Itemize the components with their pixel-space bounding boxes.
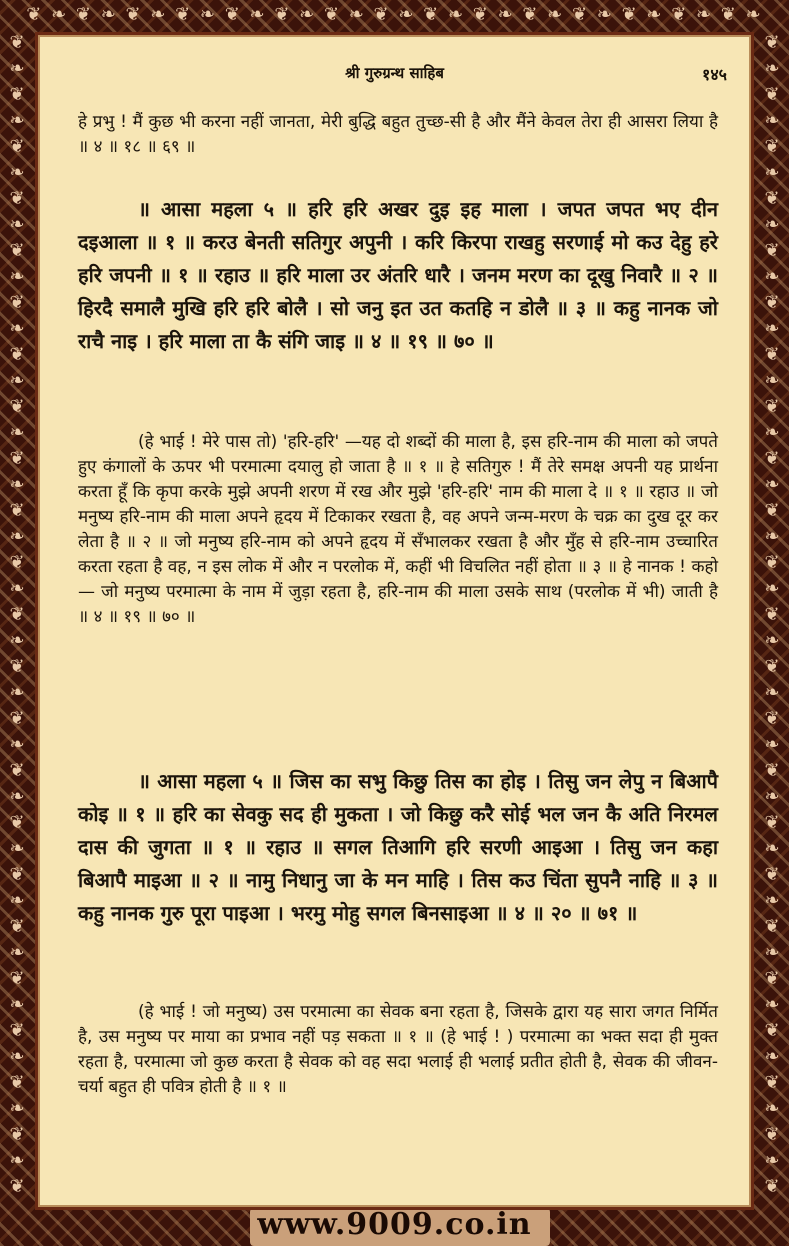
frame-ornament-left: ❦ ❧ ❦ ❧ ❦ ❧ ❦ ❧ ❦ ❧ ❦ ❧ ❦ ❧ ❦ ❧ ❦ ❧ ❦ ❧ ❦ ❧ ❦ ❧ ❦ ❧ ❦ ❧ ❦ ❧ ❦ ❧ ❦ ❧ ❦ ❧ ❦ ❧ ❦ ❧ ❦ ❧ ❦ ❧ ❦ bbox=[9, 32, 25, 1197]
explanation-second: (हे भाई ! जो मनुष्य) उस परमात्मा का सेवक बना रहता है, जिसके द्वारा यह सारा जगत निर्मित है, उस मनुष्य पर माया का प्रभाव नहीं पड़ सकता ॥ १ ॥ (हे भाई ! ) परमात्मा का भक्त सदा ही मुक्त रहता है, परमात्मा जो कुछ करता है सेवक को वह सदा भलाई ही भलाई प्रतीत होती है, सेवक की जीवन-चर्या बहुत ही पवित्र होती है ॥ १ ॥ bbox=[78, 1002, 718, 1097]
verse-asa-mahla-5-second: ॥ आसा महला ५ ॥ जिस का सभु किछु तिस का होइ । तिसु जन लेपु न बिआपै कोइ ॥ १ ॥ हरि का सेवकु सद ही मुकता । जो किछु करै सोई भल जन कै अति निरमल दास की जुगता ॥ १ ॥ रहाउ ॥ सगल तिआगि हरि सरणी आइआ । तिसु जन कहा बिआपै माइआ ॥ २ ॥ नामु निधानु जा के मन माहि । तिस कउ चिंता सुपनै नाहि ॥ ३ ॥ कहु नानक गुरु पूरा पाइआ । भरमु मोहु सगल बिनसाइआ ॥ ४ ॥ २० ॥ ७१ ॥ bbox=[78, 769, 718, 925]
frame-ornament-right: ❦ ❧ ❦ ❧ ❦ ❧ ❦ ❧ ❦ ❧ ❦ ❧ ❦ ❧ ❦ ❧ ❦ ❧ ❦ ❧ ❦ ❧ ❦ ❧ ❦ ❧ ❦ ❧ ❦ ❧ ❦ ❧ ❦ ❧ ❦ ❧ ❦ ❧ ❦ ❧ ❦ ❧ ❦ ❧ ❦ bbox=[764, 32, 780, 1197]
page-number: १४५ bbox=[702, 65, 727, 84]
intro-paragraph: हे प्रभु ! मैं कुछ भी करना नहीं जानता, मेरी बुद्धि बहुत तुच्छ-सी है और मैंने केवल तेरा ही आसरा लिया है ॥ ४ ॥ १८ ॥ ६९ ॥ bbox=[78, 112, 718, 157]
page-header bbox=[38, 63, 751, 87]
explanation-first: (हे भाई ! मेरे पास तो) 'हरि-हरि' —यह दो शब्दों की माला है, इस हरि-नाम की माला को जपते हुए कंगालों के ऊपर भी परमात्मा दयालु हो जाता है ॥ १ ॥ हे सतिगुरु ! मैं तेरे समक्ष अपनी यह प्रार्थना करता हूँ कि कृपा करके मुझे अपनी शरण में रख और मुझे 'हरि-हरि' नाम की माला दे ॥ १ ॥ रहाउ ॥ जो मनुष्य हरि-नाम की माला अपने हृदय में टिकाकर रखता है, वह अपने जन्म-मरण के चक्र का दुख दूर कर लेता है ॥ २ ॥ जो मनुष्य हरि-नाम को अपने हृदय में सँभालकर रखता है और मुँह से हरि-नाम उच्चारित करता रहता है वह, न इस लोक में और न परलोक में, कहीं भी विचलित नहीं होता ॥ ३ ॥ हे नानक ! कहो— जो मनुष्य परमात्मा के नाम में जुड़ा रहता है, हरि-नाम की माला उसके साथ (परलोक में भी) जाती है ॥ ४ ॥ १९ ॥ ७० ॥ bbox=[78, 432, 718, 627]
frame-ornament-top: ❦ ❧ ❦ ❧ ❦ ❧ ❦ ❧ ❦ ❧ ❦ ❧ ❦ ❧ ❦ ❧ ❦ ❧ ❦ ❧ ❦ ❧ ❦ ❧ ❦ ❧ ❦ ❧ ❦ ❧ bbox=[26, 4, 763, 25]
scripture-page bbox=[38, 35, 751, 1207]
website-url[interactable]: www.9009.co.in bbox=[257, 1207, 532, 1242]
page-title: श्री गुरुग्रन्थ साहिब bbox=[345, 64, 444, 82]
verse-asa-mahla-5-first: ॥ आसा महला ५ ॥ हरि हरि अखर दुइ इह माला । जपत जपत भए दीन दइआला ॥ १ ॥ करउ बेनती सतिगुर अपुनी । करि किरपा राखहु सरणाई मो कउ देहु हरे हरि जपनी ॥ १ ॥ रहाउ ॥ हरि माला उर अंतरि धारै । जनम मरण का दूखु निवारै ॥ २ ॥ हिरदै समालै मुखि हरि हरि बोलै । सो जनु इत उत कतहि न डोलै ॥ ३ ॥ कहु नानक जो राचै नाइ । हरि माला ता कै संगि जाइ ॥ ४ ॥ १९ ॥ ७० ॥ bbox=[78, 197, 718, 353]
